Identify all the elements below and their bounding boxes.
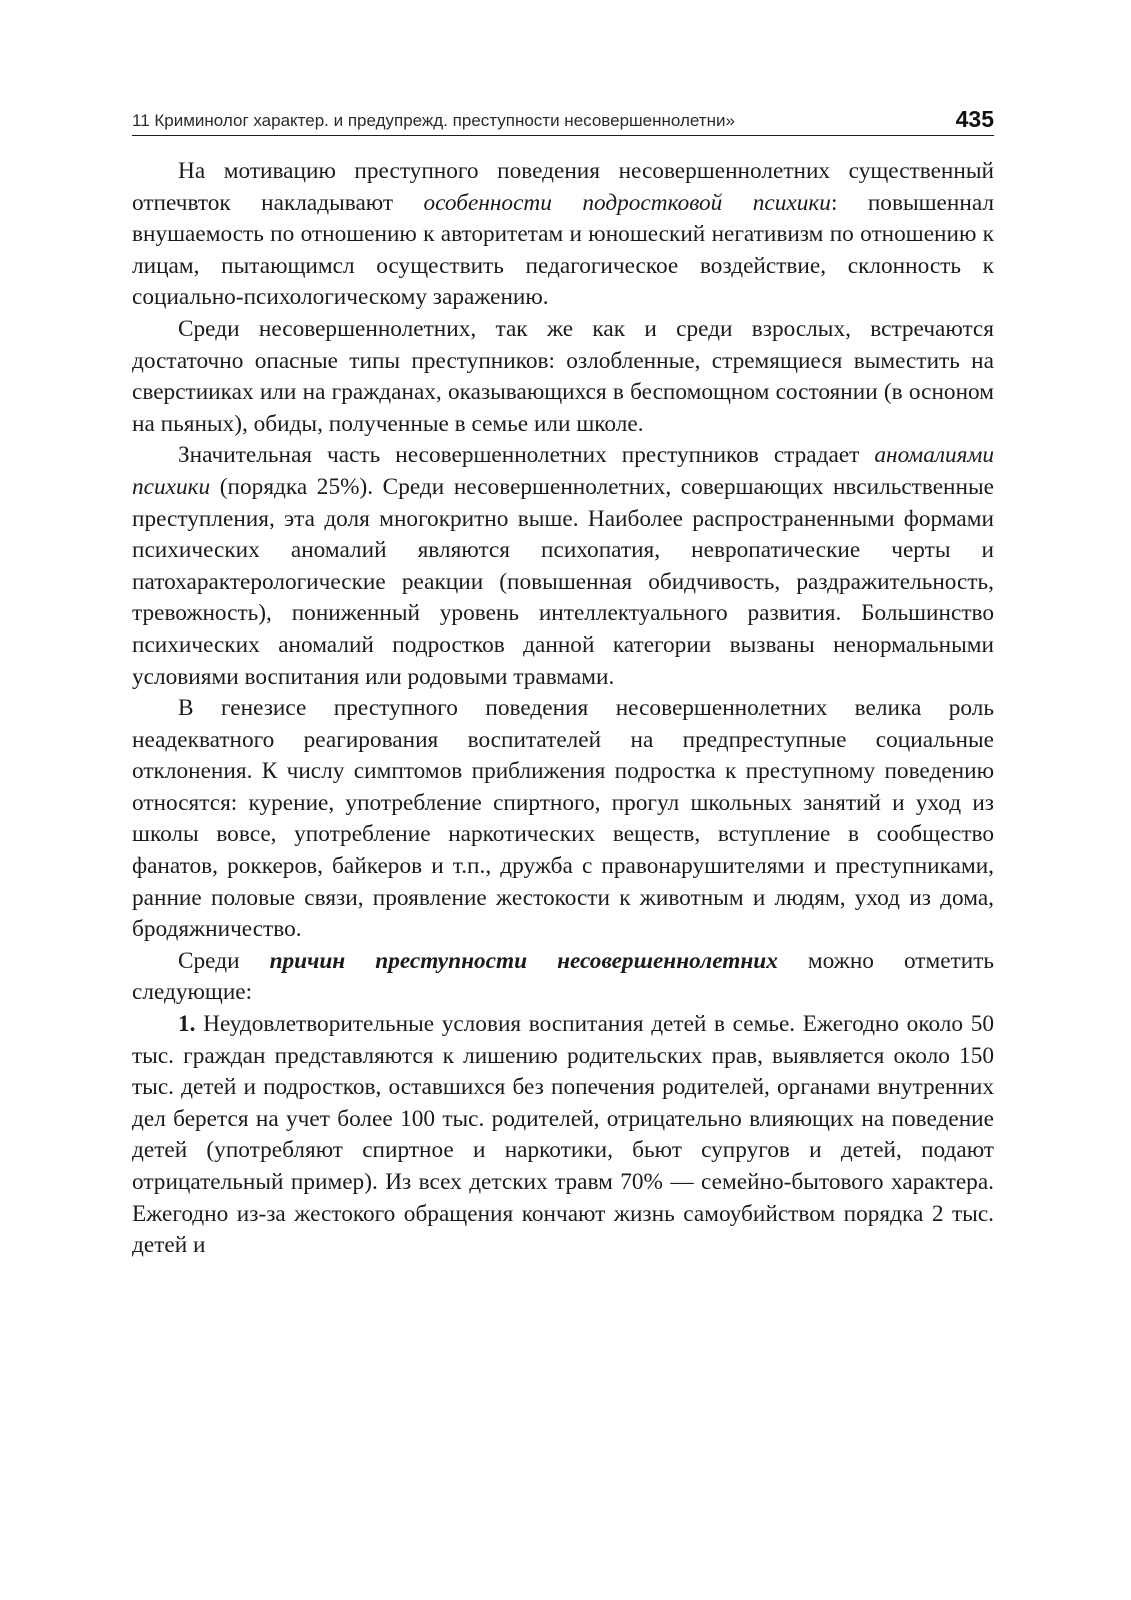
paragraph-1-lead: На мотивацию преступного поведения несовершеннолетних существенный отпечвток накладывают [132,158,994,216]
paragraph-4: В генезисе преступного поведения несовершеннолетних велика роль неадекватного реагирования воспитателей на предпреступные социальные отклонения. К числу симптомов приближения подростка к преступному поведению относятся: курение, употребление спиртного, прогул школьных занятий и уход из школы вовсе, употребление наркотических веществ, вступление в сообщество фанатов, роккеров, байкеров и т.п., дружба с правонарушителями и преступниками, ранние половые связи, проявление жестокости к животным и людям, уход из дома, бродяжничество. [132,695,994,943]
paragraph-1-rest: : повышеннал внушаемость по отношению к авторитетам и юношеский негативизм по отношению к лицам, пытающимсл осуществить педагогическое воздействие, склонность к социально-психологическому заражению. [132,189,994,311]
paragraph-1-emphasis: особенности подростковой психики [423,189,831,216]
paragraph-3-lead: Значительная часть несовершеннолетних преступников страдает [178,442,875,469]
running-title: 11 Криминолог характер. и предупрежд. преступности несовершеннолетни» [132,111,735,130]
running-header [132,108,994,136]
paragraph-5-lead: Среди [178,947,270,974]
paragraph-5 [132,946,994,1009]
book-page [132,108,994,1578]
paragraph-6 [132,1009,994,1262]
paragraph-3-emphasis: аномалиями психики [132,442,994,500]
paragraph-5-rest: можно отметить следующие: [132,947,994,1006]
paragraph-2: Среди несовершеннолетних, так же как и среди взрослых, встречаются достаточно опасные типы преступников: озлобленные, стремящиеся выместить на сверстииках или на гражданах, оказывающихся в беспомощном состоянии (в осноном на пьяных), обиды, полученные в семье или школе. [132,315,994,437]
page-number: 435 [955,108,994,132]
paragraph-3-rest: (порядка 25%). Среди несовершеннолетних, совершающих нвсильственные преступления, эта доля многокритно выше. Наиболее распространенными формами психических аномалий являются психопатия, невропатические черты и патохарактерологические реакции (повышенная обидчивость, раздражительность, тревожность), пониженный уровень интеллектуального развития. Большинство психических аномалий подростков данной категории вызваны ненормальными условиями воспитания или родовыми травмами. [132,473,994,690]
paragraph-3 [132,440,994,693]
paragraph-6-text: Неудовлетворительные условия воспитания детей в семье. Ежегодно около 50 тыс. граждан представляются к лишению родительских прав, выявляется около 150 тыс. детей и подростков, оставшихся без попечения родителей, органами внутренних дел берется на учет более 100 тыс. родителей, отрицательно влияющих на поведение детей (употребляют спиртное и наркотики, бьют супругов и детей, подают отрицательный пример). Из всех детских травм 70% — семейно-бытового характера. Ежегодно из-за жестокого обращения кончают жизнь самоубийством порядка 2 тыс. детей и [132,1011,994,1259]
list-number: 1. [178,1011,196,1038]
paragraph-1 [132,156,994,314]
paragraph-5-emphasis: причин преступности несовершеннолетних [269,947,778,974]
